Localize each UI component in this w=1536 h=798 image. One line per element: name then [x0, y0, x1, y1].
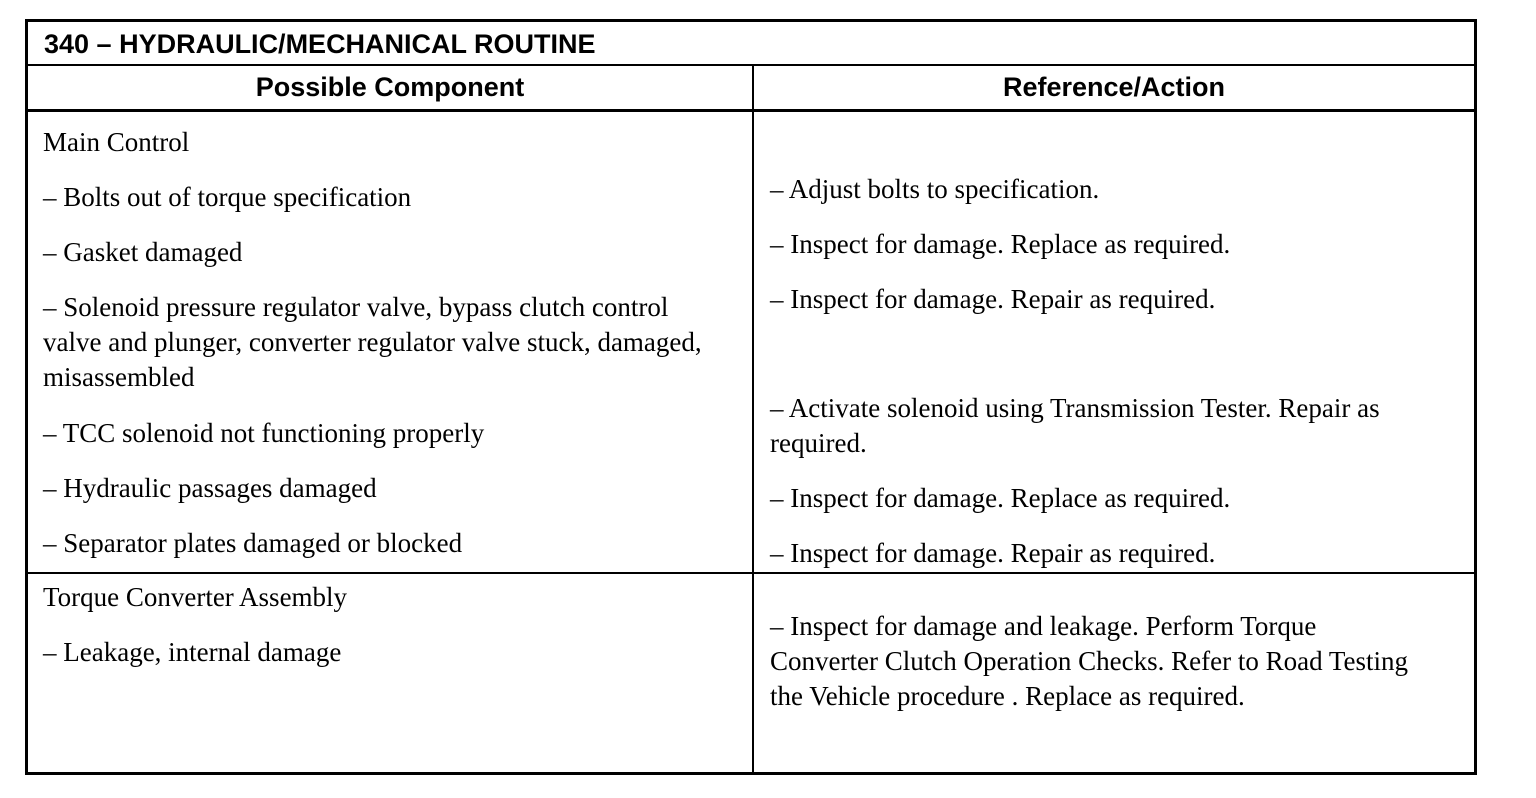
action-item: – Inspect for damage and leakage. Perform Torque Converter Clutch Operation Checks. Refer to Road Testing the Vehicle procedure . Replace as required.	[770, 611, 1408, 711]
component-item: – Gasket damaged	[43, 237, 243, 267]
header-reference-action: Reference/Action	[1002, 72, 1226, 102]
action-item: – Inspect for damage. Replace as required.	[770, 229, 1231, 259]
action-item: – Activate solenoid using Transmission Tester. Repair as required.	[770, 393, 1380, 458]
component-item: – Separator plates damaged or blocked	[43, 528, 463, 558]
action-item: – Inspect for damage. Replace as required.	[770, 483, 1231, 513]
header-row	[28, 66, 1474, 112]
title-row	[28, 22, 1474, 66]
routine-table	[25, 19, 1477, 775]
column-divider	[752, 66, 754, 775]
section-heading-torque-converter: Torque Converter Assembly	[43, 582, 348, 612]
component-item: – Solenoid pressure regulator valve, bypass clutch control valve and plunger, converter regulator valve stuck, damaged, misassembled	[43, 292, 702, 392]
component-item: – TCC solenoid not functioning properly	[43, 418, 485, 448]
section-heading-main-control: Main Control	[43, 127, 190, 157]
header-possible-component: Possible Component	[255, 72, 525, 102]
component-item: – Hydraulic passages damaged	[43, 473, 377, 503]
component-item: – Leakage, internal damage	[43, 637, 342, 667]
action-item: – Adjust bolts to specification.	[770, 174, 1100, 204]
table-title: 340 – HYDRAULIC/MECHANICAL ROUTINE	[44, 29, 596, 59]
action-item: – Inspect for damage. Repair as required.	[770, 284, 1216, 314]
action-item: – Inspect for damage. Repair as required.	[770, 538, 1216, 568]
section-divider	[28, 572, 1474, 574]
component-item: – Bolts out of torque specification	[43, 182, 412, 212]
